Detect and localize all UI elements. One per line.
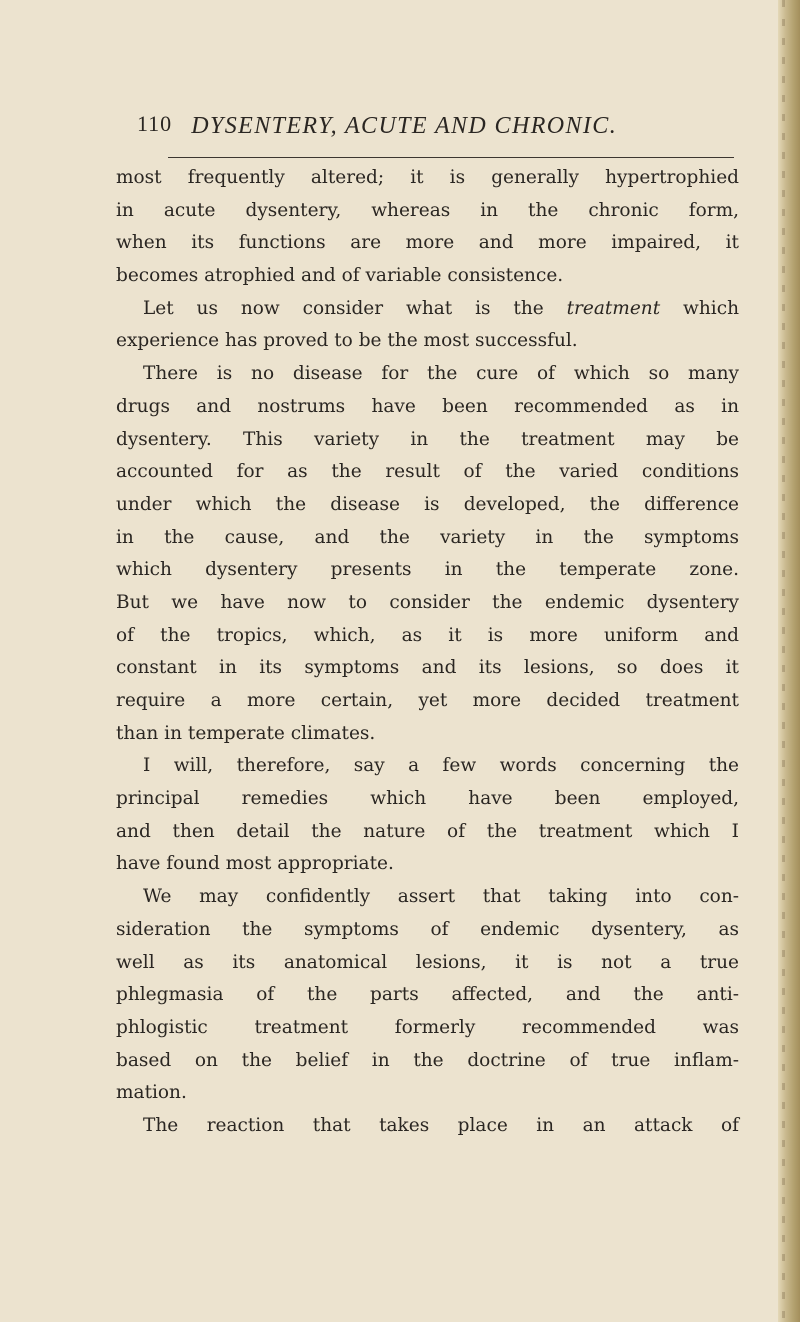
running-head [137, 111, 737, 145]
text-line: principal remedies which have been employed, [116, 788, 739, 810]
page-number: 110 [137, 111, 173, 136]
header-rule [168, 157, 734, 158]
text-line: I will, therefore, say a few words concerning the [143, 755, 739, 777]
text-line: in the cause, and the variety in the symptoms [116, 526, 739, 548]
text-line: under which the disease is developed, the difference [116, 493, 739, 515]
text-line: dysentery. This variety in the treatment may be [116, 428, 739, 450]
text-line: mation. [116, 1082, 187, 1104]
text-line: phlegmasia of the parts affected, and the anti- [116, 984, 739, 1006]
text-line: But we have now to consider the endemic dysentery [116, 591, 739, 613]
text-line: based on the belief in the doctrine of true inflam- [116, 1049, 739, 1071]
text-line: accounted for as the result of the varied conditions [116, 461, 739, 483]
text-line: becomes atrophied and of variable consistence. [116, 265, 564, 287]
body-text [116, 162, 739, 1143]
text-line: in acute dysentery, whereas in the chronic form, [116, 199, 739, 221]
page-edge [778, 0, 800, 1322]
text-line: than in temperate climates. [116, 722, 376, 744]
text-segment: which [683, 297, 739, 319]
emphasis-treatment: treatment [566, 297, 661, 319]
text-line: well as its anatomical lesions, it is not a true [116, 951, 739, 973]
text-line: The reaction that takes place in an attack of [143, 1114, 739, 1136]
text-line: which dysentery presents in the temperate zone. [116, 559, 739, 581]
text-line: phlogistic treatment formerly recommended was [116, 1016, 739, 1038]
text-line: drugs and nostrums have been recommended as in [116, 395, 739, 417]
text-line: We may confidently assert that taking into con- [143, 886, 739, 908]
text-line [116, 293, 739, 326]
text-line: when its functions are more and more impaired, it [116, 232, 739, 254]
text-line: of the tropics, which, as it is more uniform and [116, 624, 739, 646]
text-line: and then detail the nature of the treatment which I [116, 820, 739, 842]
text-line: most frequently altered; it is generally hypertrophied [116, 167, 739, 188]
text-line: constant in its symptoms and its lesions, so does it [116, 657, 739, 679]
text-line: have found most appropriate. [116, 853, 394, 875]
text-segment: Let us now consider what is the [143, 297, 544, 319]
text-line: There is no disease for the cure of which so many [143, 363, 739, 385]
text-line: require a more certain, yet more decided treatment [116, 690, 739, 711]
running-title: DYSENTERY, ACUTE AND CHRONIC. [191, 113, 618, 139]
text-line: experience has proved to be the most successful. [116, 330, 578, 352]
text-line: sideration the symptoms of endemic dysentery, as [116, 918, 739, 940]
